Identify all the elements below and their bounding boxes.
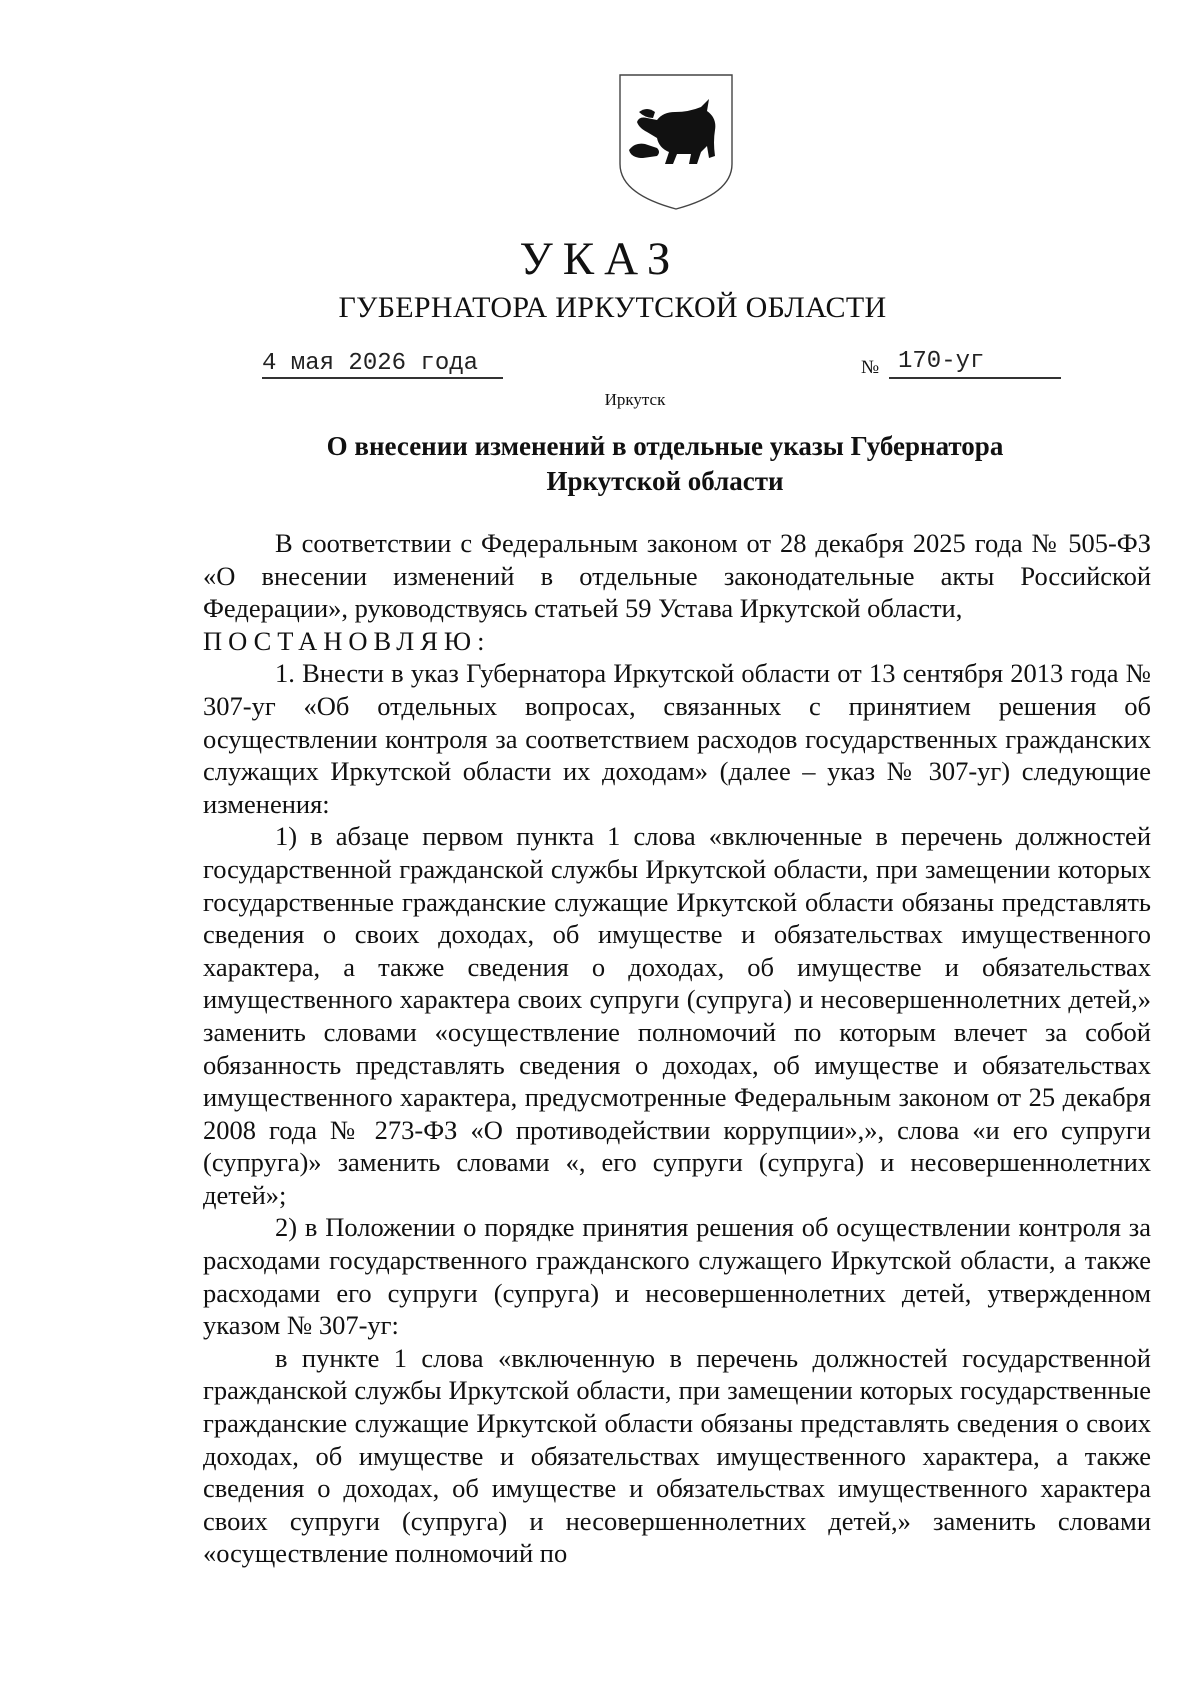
decree-word: ПОСТАНОВЛЯЮ:: [203, 625, 491, 656]
subitem-paragraph: 1) в абзаце первом пункта 1 слова «включенные в перечень должностей государственной гражданской службы Иркутской области, при замещении которых государственные гражданские служащие Иркутской области обязаны представлять сведения о своих доходах, об имуществе и обязательствах имущественного характера, а также сведения о доходах, об имуществе и обязательствах имущественного характера своих супруги (супруга) и несовершеннолетних детей,» заменить словами «осуществление полномочий по которым влечет за собой обязанность представлять сведения о доходах, об имуществе и обязательствах имущественного характера, предусмотренные Федеральным законом от 25 декабря 2008 года № 273-ФЗ «О противодействии коррупции»,», слова «и его супруги (супруга)» заменить словами «, его супруги (супруга) и несовершеннолетних детей»;: [203, 821, 1151, 1210]
document-title: [260, 429, 1070, 499]
subitem-paragraph: 2) в Положении о порядке принятия решения об осуществлении контроля за расходами государственного гражданского служащего Иркутской области, а также расходами его супруги (супруга) и несовершеннолетних детей, утвержденном указом № 307-уг:: [203, 1212, 1151, 1341]
document-title-line-1: О внесении изменений в отдельные указы Губернатора: [326, 431, 1004, 461]
item-paragraph: 1. Внести в указ Губернатора Иркутской области от 13 сентября 2013 года № 307-уг «Об отдельных вопросах, связанных с принятием решения об осуществлении контроля за соответствием расходов государственных гражданских служащих Иркутской области их доходам» (далее – указ № 307-уг) следующие изменения:: [203, 658, 1151, 819]
intro-paragraph: В соответствии с Федеральным законом от 28 декабря 2025 года № 505-ФЗ «О внесении изменений в отдельные законодательные акты Российской Федерации», руководствуясь статьей 59 Устава Иркутской области,: [203, 528, 1151, 624]
number-sign: №: [861, 357, 880, 378]
subitem-paragraph: в пункте 1 слова «включенную в перечень должностей государственной гражданской службы Иркутской области, при замещении которых государственные гражданские служащие Иркутской области обязаны представлять сведения о своих доходах, об имуществе и обязательствах имущественного характера, а также сведения о доходах, об имуществе и обязательствах имущественного характера своих супруги (супруга) и несовершеннолетних детей,» заменить словами «осуществление полномочий по: [203, 1342, 1151, 1569]
document-body: [203, 527, 1151, 1570]
decree-number: 170-уг: [898, 348, 985, 375]
date-underline: [262, 377, 503, 379]
decree-subheading: ГУБЕРНАТОРА ИРКУТСКОЙ ОБЛАСТИ: [338, 291, 887, 324]
coat-of-arms-icon: [617, 72, 735, 212]
number-underline: [889, 377, 1061, 379]
document-title-line-2: Иркутской области: [546, 466, 784, 496]
city-name: Иркутск: [604, 390, 666, 409]
decree-date: 4 мая 2026 года: [262, 350, 479, 377]
decree-heading: УКАЗ: [519, 233, 681, 285]
